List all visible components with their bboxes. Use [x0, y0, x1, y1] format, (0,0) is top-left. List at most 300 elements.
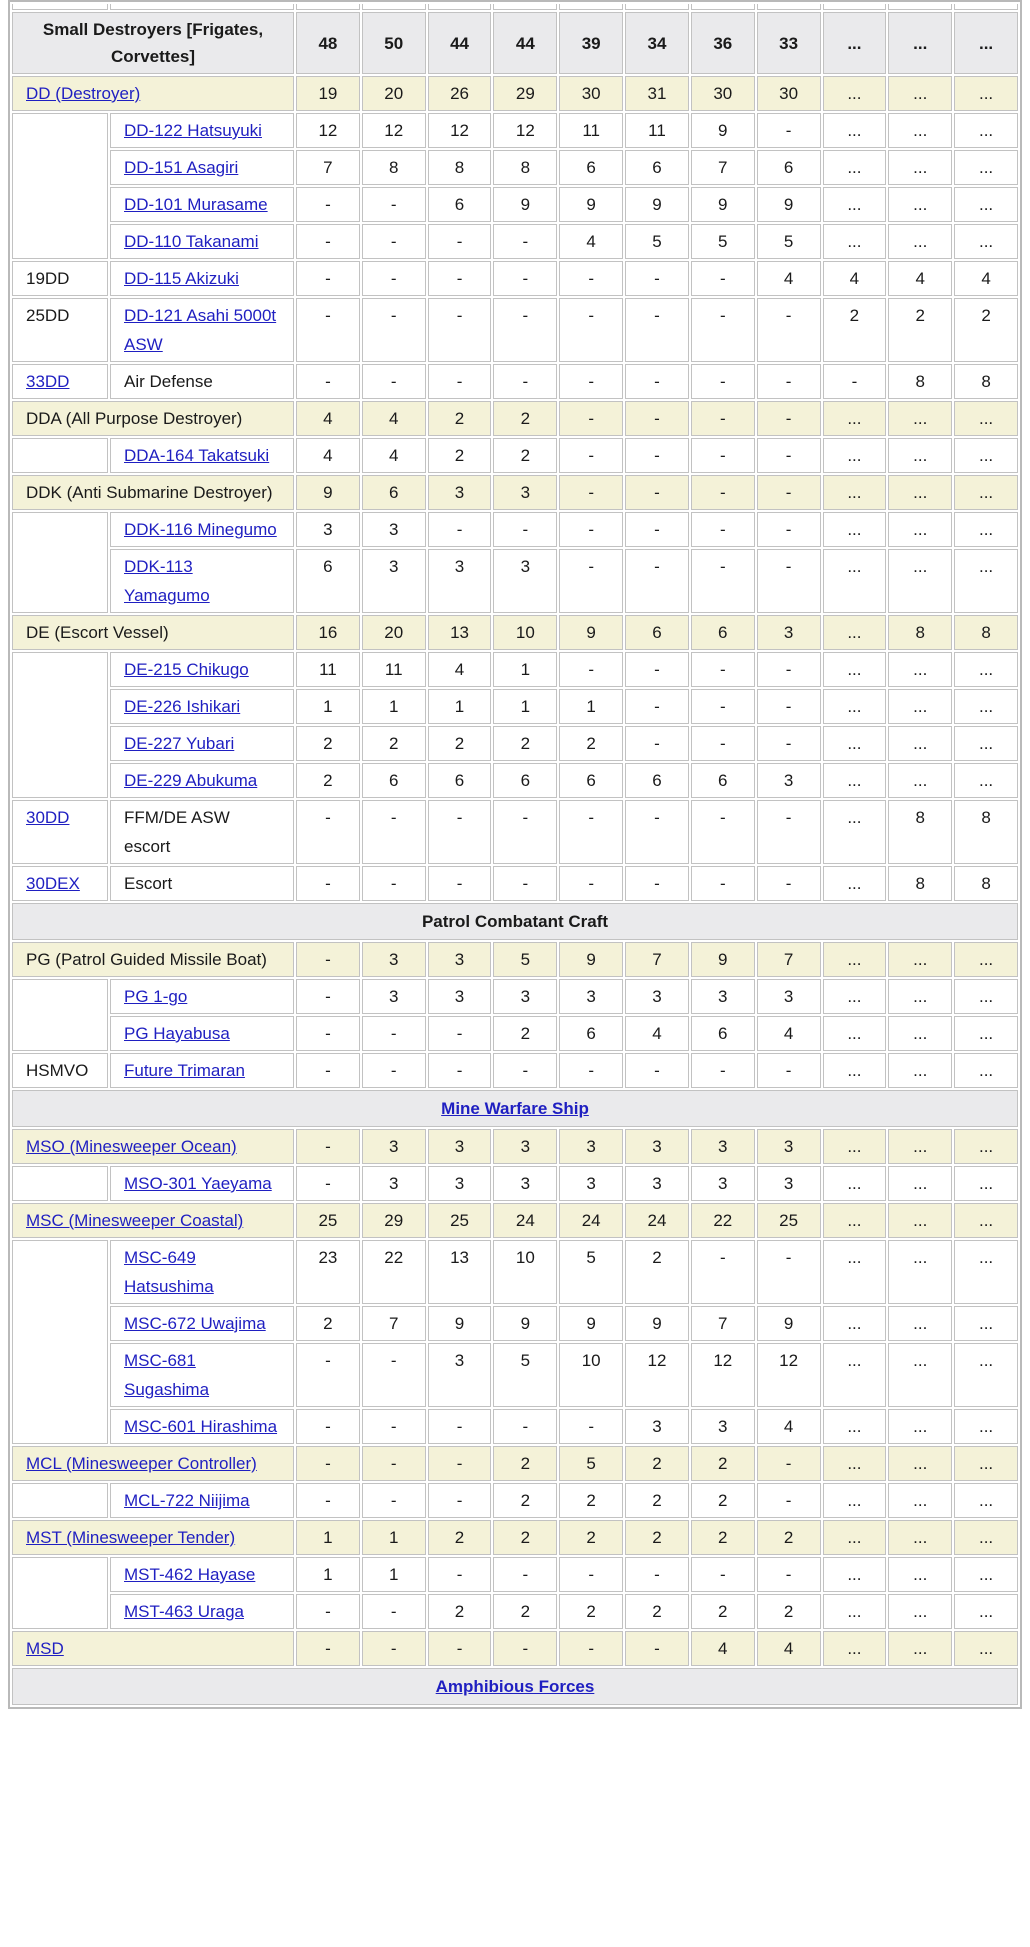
- count-cell: 3: [362, 942, 426, 977]
- class-code-cell: [12, 1557, 108, 1629]
- count-cell: 8: [428, 150, 492, 185]
- ship-name-link[interactable]: DDK-113 Yamagumo: [124, 557, 210, 605]
- count-cell: 6: [296, 549, 360, 613]
- count-cell: 4: [296, 401, 360, 436]
- count-cell: 3: [362, 1166, 426, 1201]
- count-cell: 6: [362, 475, 426, 510]
- count-cell: 3: [757, 979, 821, 1014]
- ship-name-cell: [110, 1240, 294, 1304]
- category-cell: [12, 615, 294, 650]
- class-code-link[interactable]: 30DEX: [26, 874, 80, 893]
- ship-name-link[interactable]: DD-101 Murasame: [124, 195, 268, 214]
- count-cell: ...: [954, 76, 1018, 111]
- section-header-link[interactable]: Mine Warfare Ship: [441, 1099, 589, 1118]
- count-cell: 5: [691, 224, 755, 259]
- count-cell: 29: [362, 1203, 426, 1238]
- section-header-link[interactable]: Amphibious Forces: [435, 1677, 595, 1696]
- count-cell: ...: [888, 76, 952, 111]
- count-cell: 12: [625, 1343, 689, 1407]
- year-total-cell: ...: [823, 12, 887, 74]
- count-cell: 3: [757, 615, 821, 650]
- class-code-cell: [12, 261, 108, 296]
- count-cell: ...: [954, 1409, 1018, 1444]
- count-cell: 2: [493, 401, 557, 436]
- count-cell: ...: [888, 549, 952, 613]
- table-row: [12, 401, 1018, 436]
- count-cell: 9: [296, 475, 360, 510]
- count-cell: 3: [757, 1166, 821, 1201]
- count-cell: 2: [625, 1483, 689, 1518]
- count-cell: 3: [757, 1129, 821, 1164]
- count-cell: -: [757, 1483, 821, 1518]
- count-cell: 2: [691, 1520, 755, 1555]
- count-cell: 2: [625, 1594, 689, 1629]
- count-cell: 3: [625, 1129, 689, 1164]
- count-cell: ...: [823, 187, 887, 222]
- count-cell: 9: [559, 187, 623, 222]
- class-code-cell: [12, 1240, 108, 1444]
- count-cell: -: [691, 866, 755, 901]
- count-cell: ...: [954, 1594, 1018, 1629]
- count-cell: -: [691, 549, 755, 613]
- count-cell: ...: [823, 800, 887, 864]
- ship-name-link[interactable]: DD-110 Takanami: [124, 232, 259, 251]
- class-code-cell: [12, 298, 108, 362]
- count-cell: ...: [823, 1409, 887, 1444]
- ship-name-cell: [110, 763, 294, 798]
- count-cell: 2: [296, 763, 360, 798]
- count-cell: ...: [823, 1557, 887, 1592]
- count-cell: ...: [888, 689, 952, 724]
- count-cell: -: [625, 475, 689, 510]
- class-code-link[interactable]: 33DD: [26, 372, 70, 391]
- count-cell: -: [559, 401, 623, 436]
- count-cell: 4: [823, 261, 887, 296]
- table-row: [12, 298, 1018, 362]
- count-cell: ...: [823, 1343, 887, 1407]
- count-cell: 3: [362, 1129, 426, 1164]
- count-cell: 11: [296, 652, 360, 687]
- count-cell: ...: [954, 1203, 1018, 1238]
- ship-name-link[interactable]: DDK-116 Minegumo: [124, 520, 277, 539]
- count-cell: 3: [757, 763, 821, 798]
- count-cell: ...: [823, 1306, 887, 1341]
- count-cell: 9: [625, 187, 689, 222]
- class-code-cell: [12, 1483, 108, 1518]
- count-cell: 3: [362, 549, 426, 613]
- count-cell: ...: [823, 475, 887, 510]
- count-cell: 29: [493, 76, 557, 111]
- ship-name-link[interactable]: DD-121 Asahi 5000t ASW: [124, 306, 277, 354]
- count-cell: ...: [888, 1053, 952, 1088]
- ship-name-cell: [110, 150, 294, 185]
- count-cell: -: [362, 224, 426, 259]
- section-row: [12, 1668, 1018, 1705]
- count-cell: 3: [559, 1166, 623, 1201]
- count-cell: -: [559, 261, 623, 296]
- category-cell: [12, 1129, 294, 1164]
- class-code-cell: [12, 438, 108, 473]
- count-cell: 25: [296, 1203, 360, 1238]
- count-cell: ...: [888, 979, 952, 1014]
- count-cell: 20: [362, 615, 426, 650]
- count-cell: -: [559, 652, 623, 687]
- count-cell: -: [559, 1053, 623, 1088]
- count-cell: -: [691, 1557, 755, 1592]
- ship-name-link[interactable]: MCL-722 Niijima: [124, 1491, 250, 1510]
- ship-name-cell: [110, 512, 294, 547]
- count-cell: -: [362, 261, 426, 296]
- count-cell: 7: [757, 942, 821, 977]
- ship-name-link[interactable]: PG Hayabusa: [124, 1024, 230, 1043]
- count-cell: ...: [954, 726, 1018, 761]
- count-cell: -: [757, 866, 821, 901]
- count-cell: ...: [954, 1166, 1018, 1201]
- count-cell: ...: [954, 1343, 1018, 1407]
- cut-off-cell: [888, 4, 952, 10]
- count-cell: -: [625, 438, 689, 473]
- count-cell: 8: [493, 150, 557, 185]
- count-cell: 22: [362, 1240, 426, 1304]
- count-cell: ...: [823, 1446, 887, 1481]
- count-cell: -: [428, 1016, 492, 1051]
- category-link[interactable]: MSC (Minesweeper Coastal): [26, 1211, 244, 1230]
- count-cell: -: [428, 298, 492, 362]
- count-cell: 8: [888, 866, 952, 901]
- count-cell: 12: [296, 113, 360, 148]
- count-cell: ...: [823, 726, 887, 761]
- table-row: [12, 1446, 1018, 1481]
- section-header: Patrol Combatant Craft: [421, 912, 609, 931]
- count-cell: ...: [888, 113, 952, 148]
- table-row: [12, 726, 1018, 761]
- class-code-cell: [12, 113, 108, 259]
- count-cell: 6: [625, 150, 689, 185]
- class-code-cell: [12, 364, 108, 399]
- count-cell: -: [691, 800, 755, 864]
- count-cell: -: [493, 512, 557, 547]
- count-cell: -: [493, 1409, 557, 1444]
- year-total-cell: ...: [954, 12, 1018, 74]
- count-cell: ...: [888, 652, 952, 687]
- fleet-table-body: [12, 4, 1018, 1705]
- count-cell: ...: [954, 763, 1018, 798]
- category: DE (Escort Vessel): [26, 623, 169, 642]
- count-cell: 6: [625, 763, 689, 798]
- count-cell: 3: [493, 549, 557, 613]
- count-cell: -: [559, 298, 623, 362]
- count-cell: 1: [362, 689, 426, 724]
- count-cell: -: [428, 1557, 492, 1592]
- table-row: [12, 1594, 1018, 1629]
- table-row: [12, 1557, 1018, 1592]
- count-cell: -: [757, 512, 821, 547]
- cut-off-cell: [691, 4, 755, 10]
- ship-name-cell: [110, 800, 294, 864]
- count-cell: 2: [493, 438, 557, 473]
- table-row: [12, 224, 1018, 259]
- ship-name-cell: [110, 689, 294, 724]
- count-cell: 3: [559, 1129, 623, 1164]
- count-cell: -: [296, 364, 360, 399]
- count-cell: ...: [823, 615, 887, 650]
- year-total-cell: 48: [296, 12, 360, 74]
- count-cell: -: [493, 1557, 557, 1592]
- count-cell: -: [428, 866, 492, 901]
- category-link[interactable]: MSO (Minesweeper Ocean): [26, 1137, 237, 1156]
- count-cell: -: [559, 800, 623, 864]
- count-cell: ...: [888, 1129, 952, 1164]
- count-cell: -: [757, 1240, 821, 1304]
- count-cell: -: [362, 1594, 426, 1629]
- ship-name-link[interactable]: DD-122 Hatsuyuki: [124, 121, 262, 140]
- count-cell: -: [757, 1053, 821, 1088]
- count-cell: 9: [691, 942, 755, 977]
- ship-name-cell: [110, 1016, 294, 1051]
- count-cell: -: [428, 1446, 492, 1481]
- count-cell: 4: [888, 261, 952, 296]
- count-cell: 26: [428, 76, 492, 111]
- category-cell: [12, 1203, 294, 1238]
- count-cell: -: [362, 866, 426, 901]
- count-cell: ...: [888, 942, 952, 977]
- count-cell: -: [691, 652, 755, 687]
- count-cell: ...: [888, 1343, 952, 1407]
- count-cell: 23: [296, 1240, 360, 1304]
- count-cell: 6: [428, 187, 492, 222]
- ship-name-link[interactable]: DE-227 Yubari: [124, 734, 235, 753]
- count-cell: -: [691, 512, 755, 547]
- table-row: [12, 800, 1018, 864]
- count-cell: 31: [625, 76, 689, 111]
- cut-off-cell: [12, 4, 108, 10]
- count-cell: -: [625, 652, 689, 687]
- category-cell: [12, 475, 294, 510]
- count-cell: -: [296, 1053, 360, 1088]
- cut-off-cell: [428, 4, 492, 10]
- count-cell: 9: [757, 1306, 821, 1341]
- table-row: [12, 150, 1018, 185]
- count-cell: -: [296, 979, 360, 1014]
- table-header-label: Small Destroyers [Frigates, Corvettes]: [12, 12, 294, 74]
- count-cell: 2: [428, 401, 492, 436]
- category-cell: [12, 1520, 294, 1555]
- ship-name-cell: [110, 364, 294, 399]
- count-cell: -: [691, 298, 755, 362]
- count-cell: -: [757, 1557, 821, 1592]
- ship-name-cell: [110, 298, 294, 362]
- count-cell: -: [428, 800, 492, 864]
- ship-name-link[interactable]: DD-151 Asagiri: [124, 158, 239, 177]
- count-cell: 6: [428, 763, 492, 798]
- ship-name-link[interactable]: DE-215 Chikugo: [124, 660, 249, 679]
- count-cell: 6: [691, 615, 755, 650]
- year-total-cell: 44: [493, 12, 557, 74]
- count-cell: ...: [888, 1016, 952, 1051]
- count-cell: -: [493, 800, 557, 864]
- count-cell: -: [428, 1053, 492, 1088]
- count-cell: -: [296, 1594, 360, 1629]
- ship-name-link[interactable]: MSC-672 Uwajima: [124, 1314, 266, 1333]
- ship-name-cell: [110, 1409, 294, 1444]
- count-cell: -: [757, 689, 821, 724]
- count-cell: ...: [888, 1240, 952, 1304]
- count-cell: 8: [954, 800, 1018, 864]
- count-cell: 9: [493, 187, 557, 222]
- count-cell: 12: [757, 1343, 821, 1407]
- count-cell: ...: [823, 401, 887, 436]
- count-cell: -: [428, 512, 492, 547]
- table-row: [12, 1129, 1018, 1164]
- count-cell: 13: [428, 1240, 492, 1304]
- table-row: [12, 187, 1018, 222]
- count-cell: -: [362, 1409, 426, 1444]
- count-cell: 6: [559, 763, 623, 798]
- count-cell: 3: [691, 1129, 755, 1164]
- count-cell: -: [362, 800, 426, 864]
- count-cell: 9: [757, 187, 821, 222]
- count-cell: -: [362, 1016, 426, 1051]
- table-row: [12, 364, 1018, 399]
- ship-name-cell: [110, 866, 294, 901]
- count-cell: 2: [296, 726, 360, 761]
- count-cell: 2: [691, 1483, 755, 1518]
- count-cell: -: [362, 1631, 426, 1666]
- ship-name-link[interactable]: MSC-601 Hirashima: [124, 1417, 278, 1436]
- count-cell: ...: [823, 866, 887, 901]
- count-cell: 2: [428, 438, 492, 473]
- count-cell: 2: [757, 1520, 821, 1555]
- count-cell: 10: [559, 1343, 623, 1407]
- count-cell: ...: [888, 512, 952, 547]
- count-cell: 11: [625, 113, 689, 148]
- category-link[interactable]: MCL (Minesweeper Controller): [26, 1454, 257, 1473]
- table-row-header: [12, 12, 1018, 74]
- ship-name-cell: [110, 438, 294, 473]
- ship-name-link[interactable]: MSC-681 Sugashima: [124, 1351, 210, 1399]
- class-code-link[interactable]: 30DD: [26, 808, 70, 827]
- count-cell: 3: [493, 979, 557, 1014]
- count-cell: 3: [691, 1409, 755, 1444]
- count-cell: ...: [888, 1446, 952, 1481]
- ship-name-link[interactable]: MST-463 Uraga: [124, 1602, 244, 1621]
- ship-name-link[interactable]: MSO-301 Yaeyama: [124, 1174, 272, 1193]
- count-cell: 24: [493, 1203, 557, 1238]
- category-link[interactable]: MST (Minesweeper Tender): [26, 1528, 236, 1547]
- count-cell: ...: [823, 76, 887, 111]
- count-cell: ...: [888, 1409, 952, 1444]
- ship-name-link[interactable]: DE-229 Abukuma: [124, 771, 258, 790]
- count-cell: ...: [954, 1631, 1018, 1666]
- count-cell: 2: [823, 298, 887, 362]
- count-cell: 7: [296, 150, 360, 185]
- category-link[interactable]: DD (Destroyer): [26, 84, 141, 103]
- count-cell: -: [559, 1557, 623, 1592]
- class-code-cell: [12, 1053, 108, 1088]
- category-cell: [12, 401, 294, 436]
- count-cell: 1: [493, 652, 557, 687]
- cut-off-row: [12, 4, 1018, 10]
- ship-name: Escort: [124, 874, 173, 893]
- category-link[interactable]: MSD: [26, 1639, 64, 1658]
- count-cell: -: [362, 1483, 426, 1518]
- ship-name-link[interactable]: DD-115 Akizuki: [124, 269, 239, 288]
- cut-off-cell: [823, 4, 887, 10]
- count-cell: 5: [493, 1343, 557, 1407]
- count-cell: 6: [362, 763, 426, 798]
- count-cell: 4: [757, 1409, 821, 1444]
- count-cell: 30: [691, 76, 755, 111]
- count-cell: 2: [691, 1446, 755, 1481]
- count-cell: 2: [888, 298, 952, 362]
- ship-name-link[interactable]: DE-226 Ishikari: [124, 697, 241, 716]
- class-code: HSMVO: [26, 1061, 89, 1080]
- count-cell: 3: [428, 942, 492, 977]
- ship-name-link[interactable]: MSC-649 Hatsushima: [124, 1248, 214, 1296]
- count-cell: ...: [888, 1306, 952, 1341]
- count-cell: 1: [296, 689, 360, 724]
- count-cell: 4: [625, 1016, 689, 1051]
- count-cell: ...: [823, 224, 887, 259]
- table-row: [12, 1631, 1018, 1666]
- cut-off-cell: [954, 4, 1018, 10]
- count-cell: 1: [362, 1520, 426, 1555]
- count-cell: -: [625, 866, 689, 901]
- count-cell: ...: [954, 150, 1018, 185]
- count-cell: -: [559, 866, 623, 901]
- count-cell: ...: [823, 1203, 887, 1238]
- count-cell: -: [296, 1016, 360, 1051]
- count-cell: 8: [888, 364, 952, 399]
- count-cell: ...: [888, 1631, 952, 1666]
- ship-name-link[interactable]: PG 1-go: [124, 987, 188, 1006]
- count-cell: ...: [823, 1166, 887, 1201]
- count-cell: -: [296, 1409, 360, 1444]
- year-total-cell: 44: [428, 12, 492, 74]
- ship-name-link[interactable]: DDA-164 Takatsuki: [124, 446, 270, 465]
- count-cell: 24: [559, 1203, 623, 1238]
- year-total-cell: 50: [362, 12, 426, 74]
- count-cell: 19: [296, 76, 360, 111]
- count-cell: -: [493, 364, 557, 399]
- count-cell: ...: [954, 113, 1018, 148]
- table-row: [12, 1343, 1018, 1407]
- count-cell: 25: [757, 1203, 821, 1238]
- count-cell: 12: [691, 1343, 755, 1407]
- count-cell: 7: [362, 1306, 426, 1341]
- ship-name-cell: [110, 224, 294, 259]
- count-cell: 10: [493, 1240, 557, 1304]
- count-cell: 4: [428, 652, 492, 687]
- cut-off-cell: [296, 4, 360, 10]
- ship-name-link[interactable]: MST-462 Hayase: [124, 1565, 256, 1584]
- count-cell: -: [757, 298, 821, 362]
- count-cell: 7: [625, 942, 689, 977]
- count-cell: ...: [888, 401, 952, 436]
- count-cell: -: [691, 1240, 755, 1304]
- count-cell: -: [296, 187, 360, 222]
- count-cell: -: [362, 1053, 426, 1088]
- table-row: [12, 475, 1018, 510]
- ship-name-link[interactable]: Future Trimaran: [124, 1061, 245, 1080]
- table-row: [12, 1409, 1018, 1444]
- count-cell: -: [625, 549, 689, 613]
- count-cell: 3: [428, 1166, 492, 1201]
- table-row: [12, 512, 1018, 547]
- count-cell: 3: [493, 475, 557, 510]
- count-cell: -: [428, 1409, 492, 1444]
- count-cell: -: [757, 401, 821, 436]
